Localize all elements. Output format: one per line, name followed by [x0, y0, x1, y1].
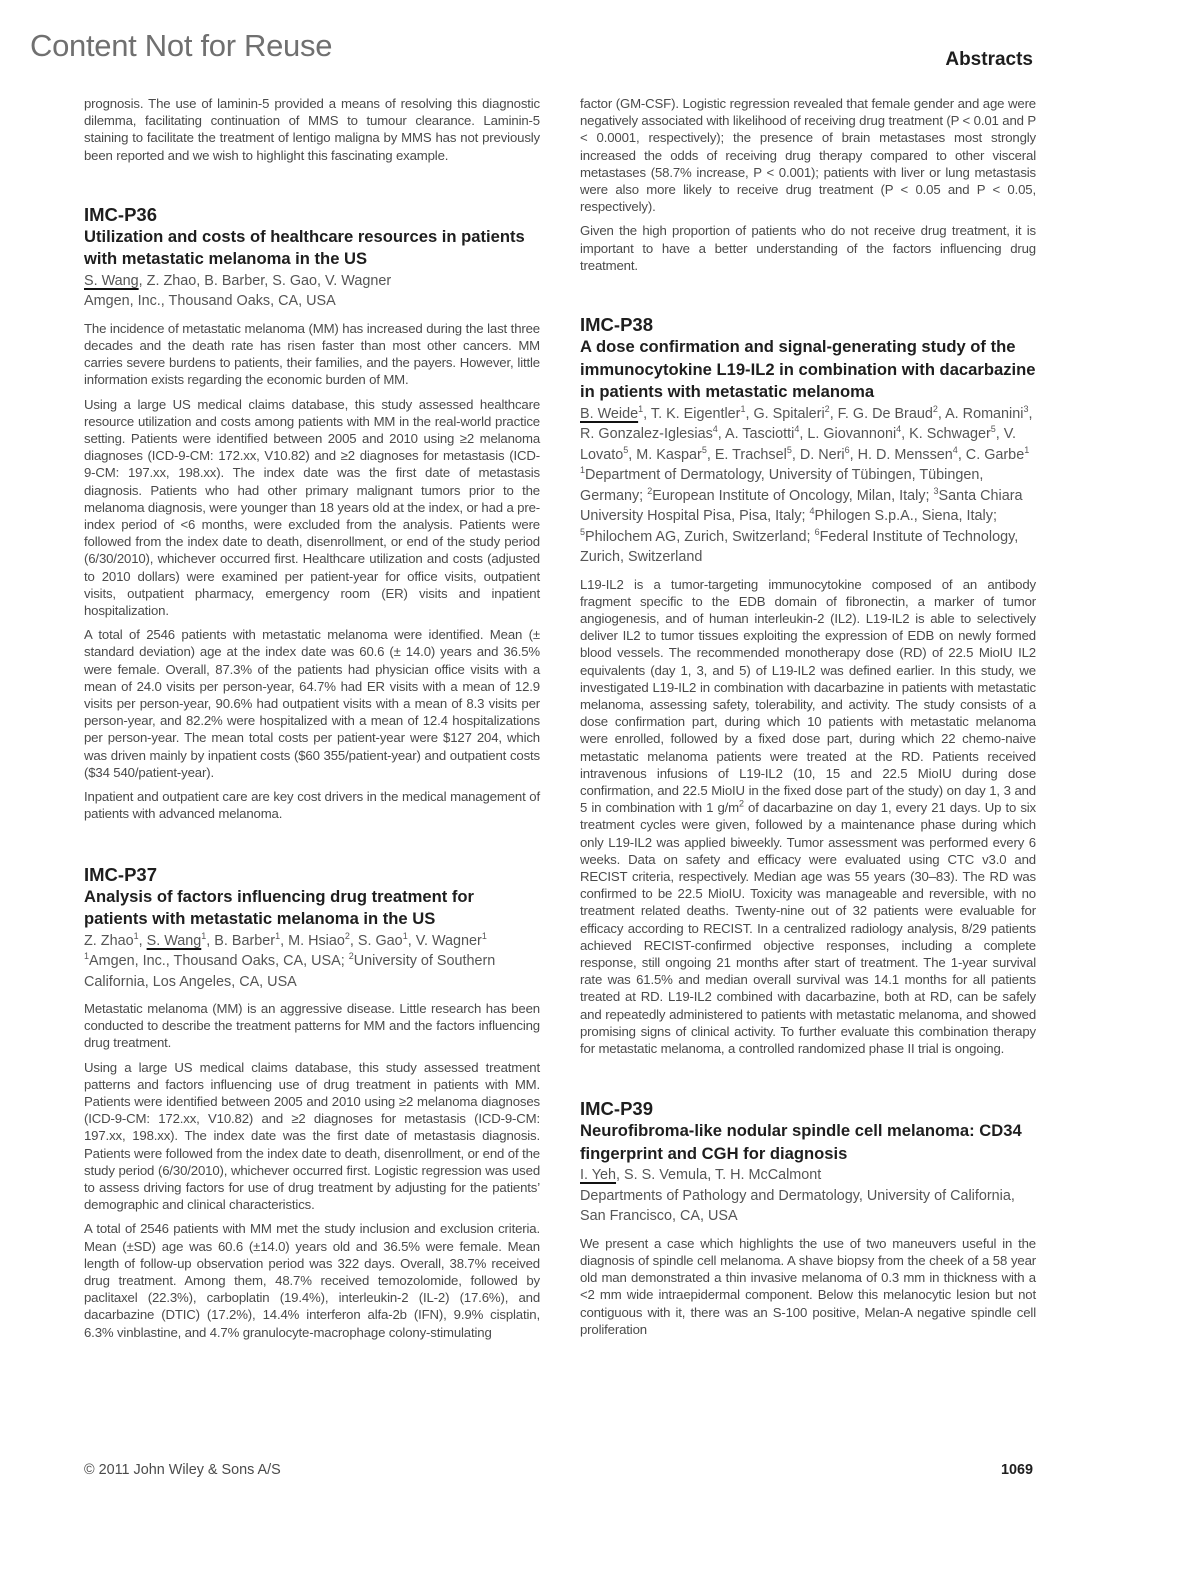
- affiliation-text: Philogen S.p.A., Siena, Italy;: [814, 508, 997, 525]
- author: , T. K. Eigentler: [643, 405, 741, 422]
- affiliation: [580, 465, 1036, 568]
- abstract-title: A dose confirmation and signal-generating study of the immunocytokine L19-IL2 in combination with dacarbazine in patients with metastatic melanoma: [580, 337, 1036, 402]
- author-superscript: 6: [844, 444, 850, 455]
- continuation-paragraph: prognosis. The use of laminin-5 provided a means of resolving this diagnostic dilemma, facilitating continuation of MMS to tumour clearance. Laminin-5 staining to facilitate the treatment of lentigo maligna by MMS has not previously been reported and we wish to highlight this fascinating example.: [84, 96, 540, 163]
- author: , C. Garbe: [957, 446, 1025, 463]
- author: , A. Romanini: [937, 405, 1024, 422]
- affiliation: Departments of Pathology and Dermatology, University of California, San Francisco, CA, USA: [580, 1187, 1015, 1225]
- affiliation-1: Amgen, Inc., Thousand Oaks, CA, USA;: [89, 953, 349, 969]
- author-superscript: 1: [275, 930, 281, 941]
- author-list: [580, 404, 1036, 466]
- abstract-id: IMC-P36: [84, 203, 157, 225]
- other-authors: , Z. Zhao, B. Barber, S. Gao, V. Wagner: [138, 272, 392, 289]
- author: Z. Zhao: [84, 932, 134, 949]
- author-superscript: 1: [1024, 444, 1030, 455]
- other-authors: [206, 930, 487, 949]
- author-superscript: 1: [481, 930, 487, 941]
- abstract-id: IMC-P37: [84, 863, 157, 885]
- author: , H. D. Menssen: [849, 446, 953, 463]
- author-superscript: 4: [952, 444, 958, 455]
- author-superscript: 5: [701, 444, 707, 455]
- abstract-paragraph: Using a large US medical claims database, this study assessed healthcare resource utilization and costs among patients with MM in the real-world practice setting. Patients were identified between 2005 and 2010 using ≥2 melanoma diagnoses (ICD-9-CM: 172.xx, V10.82) and ≥2 diagnoses for metastasis (ICD-9-CM: 197.xx, 198.xx). The index date was the first date of metastasis diagnosis. Patients who had other primary malignant tumors prior to the melanoma diagnosis, were younger than 18 years old at the index, or had a pre-index period of <6 months, were excluded from the analysis. Patients were followed from the index date to death, disenrollment, or end of the study period (6/30/2010), whichever occurred first. Healthcare utilization and costs (adjusted to 2010 dollars) were examined per patient-year for office visits, outpatient visits, outpatient pharmacy, emergency room (ER) visits and inpatient hospitalization.: [84, 396, 541, 619]
- presenting-author: I. Yeh: [580, 1167, 617, 1184]
- presenting-author: B. Weide: [580, 405, 639, 422]
- abstract-title: Analysis of factors influencing drug treatment for patients with metastatic melanoma in the US: [84, 886, 475, 928]
- other-authors: , S. S. Vemula, T. H. McCalmont: [616, 1167, 822, 1184]
- author-superscript: 5: [990, 424, 996, 435]
- abstract-paragraph: A total of 2546 patients with MM met the study inclusion and exclusion criteria. Mean (±SD) age was 60.6 (±14.0) years old and 36.5% were female. Mean length of follow-up observation period was 322 days. Overall, 38.7% received drug treatment. Among them, 48.7% received temozolomide, followed by paclitaxel (22.3%), carboplatin (19.4%), interleukin-2 (IL-2) (17.6%), and dacarbazine (DTIC) (17.2%), 14.4% interferon alfa-2b (IFN), 9.9% cisplatin, 6.3% vinblastine, and 4.7% granulocyte-macrophage colony-stimulating: [84, 1221, 540, 1340]
- abstract-imc-p38: [580, 314, 1036, 1057]
- abstract-imc-p36: [84, 204, 540, 823]
- author: , M. Kaspar: [628, 446, 702, 463]
- affiliation-superscript: 3: [933, 485, 939, 496]
- presenting-author: S. Wang: [146, 932, 202, 949]
- affiliation-superscript: 5: [580, 526, 586, 537]
- affiliation-text: Federal Institute of Technology, Zurich, Switzerland: [580, 528, 1019, 566]
- copyright: © 2011 John Wiley & Sons A/S: [84, 1462, 281, 1478]
- affiliation-superscript: 6: [814, 526, 820, 537]
- author-superscript: 3: [1023, 403, 1029, 414]
- affiliation-superscript: 1: [580, 465, 586, 476]
- author: , F. G. De Braud: [829, 405, 933, 422]
- author: , B. Barber: [206, 932, 276, 949]
- abstract-id: IMC-P38: [580, 314, 653, 336]
- author: , S. Gao: [349, 932, 403, 949]
- author: , A. Tasciotti: [717, 426, 795, 443]
- affiliation-text: Santa Chiara University Hospital Pisa, Pisa, Italy;: [580, 487, 1023, 525]
- affiliation: $^1$Amgen, Inc., Thousand Oaks, CA, USA; $^2$University of Southern California, Los Angeles, CA, USA: [84, 951, 496, 990]
- author: , D. Neri: [791, 446, 845, 463]
- abstract-imc-p39: [580, 1098, 1036, 1338]
- left-column: [84, 95, 540, 1348]
- abstract-paragraph: A total of 2546 patients with metastatic melanoma were identified. Mean (± standard deviation) age at the index date was 60.6 (± 14.0) years and 36.5% were female. Overall, 87.3% of the patients had physician office visits with a mean of 24.0 visits per person-year, 64.7% had ER visits with a mean of 12.9 visits per person-year, 90.6% had outpatient visits with a mean of 8.3 visits per person-year, and 82.2% were hospitalized with a mean of 12.4 hospitalizations per person-year. The mean total costs per patient-year were $127 204, which was driven mainly by inpatient costs ($60 355/patient-year) and outpatient costs ($34 540/patient-year).: [84, 627, 540, 780]
- abstract-imc-p37: [84, 864, 540, 1341]
- author-list: Z. Zhao$^1$, S. Wang$^1$, B. Barber$^1$, M. Hsiao$^2$, S. Gao$^1$, V. Wagner$^1$: [84, 930, 487, 949]
- author: , L. Giovannoni: [799, 426, 897, 443]
- author: , M. Hsiao: [280, 932, 345, 949]
- author-superscript: 4: [712, 424, 718, 435]
- other-authors: [580, 403, 1033, 463]
- author-superscript: 2: [932, 403, 938, 414]
- author-superscript: 5: [786, 444, 792, 455]
- abstract-paragraph: Inpatient and outpatient care are key cost drivers in the medical management of patients with advanced melanoma.: [84, 789, 540, 822]
- author-list: [580, 1165, 1036, 1186]
- author: , E. Trachsel: [706, 446, 787, 463]
- abstract-paragraph: L19-IL2 is a tumor-targeting immunocytokine composed of an antibody fragment specific to the EDB domain of fibronectin, a marker of tumor angiogenesis, and of human interleukin-2 (IL2). L19-IL2 is able to selectively deliver IL2 to tumor tissues exploiting the expression of EDB on newly formed blood vessels. The recommended monotherapy dose (RD) of 22.5 MioIU IL2 equivalents (day 1, 3, and 5) of L19-IL2 was defined earlier. In this study, we investigated L19-IL2 in combination with dacarbazine in patients with metastatic melanoma, assessing safety, tolerability, and activity. The study consists of a dose confirmation part, during which 10 patients with metastatic melanoma were enrolled, followed by a fixed dose part, during which 22 chemo-naive metastatic melanoma patients were treated at the RD. Patients received intravenous infusions of L19-IL2 (10, 15 and 22.5 MioIU during dose confirmation, and 22.5 MioIU in the fixed dose part of the study) on day 1, 3 and 5 in combination with 1 $g/m^2$ of dacarbazine on day 1, every 21 days. Up to six treatment cycles were given, followed by a maintenance phase during which only L19-IL2 was applied biweekly. Tumor assessment was performed every 6 weeks. Data on safety and efficacy were evaluated using CTC v3.0 and RECIST criteria, respectively. Median age was 55 years (30–83). The RD was confirmed to be 22.5 MioIU. Toxicity was manageable and reversible, with no treatment related deaths. Twenty-nine out of 32 patients were evaluable for efficacy according to RECIST. In a centralized radiology analysis, 8/29 patients achieved RECIST-confirmed objective responses, including a complete response, still ongoing 21 months after start of treatment. The 1-year survival rate was 61.5% and median overall survival was 14.1 months for all patients treated at RD. L19-IL2 combined with dacarbazine, both at RD, can be safely and repeatedly administered to patients with metastatic melanoma, and showed promising signs of clinical activity. To further evaluate this combination therapy for metastatic melanoma, a controlled randomized phase II trial is ongoing.: [580, 576, 1036, 1057]
- affiliation-text: Department of Dermatology, University of Tübingen, Tübingen, Germany;: [580, 467, 984, 504]
- section-label: Abstracts: [945, 49, 1033, 70]
- author-superscript: 5: [623, 444, 629, 455]
- abstract-paragraph: Using a large US medical claims database, this study assessed treatment patterns and factors influencing use of drug treatment in patients with MM. Patients were identified between 2005 and 2010 using ≥2 melanoma diagnoses (ICD-9-CM: 172.xx, V10.82) and ≥2 diagnoses for metastasis (ICD-9-CM: 197.xx, 198.xx). The index date was the first date of metastasis diagnosis. Patients were followed from the index date to death, disenrollment, or end of the study period (6/30/2010), whichever occurred first. Logistic regression was used to assess driving factors for use of drug treatment by adjusting for the patients’ demographic and clinical characteristics.: [84, 1059, 540, 1213]
- abstract-paragraph: The incidence of metastatic melanoma (MM) has increased during the last three decades and the death rate has risen faster than most other cancers. MM carries severe burdens to patients, their families, and the payers. However, little information exists regarding the economic burden of MM.: [84, 320, 540, 388]
- continuation-paragraph: factor (GM-CSF). Logistic regression revealed that female gender and age were negatively associated with likelihood of receiving drug treatment (P < 0.01 and P < 0.0001, respectively); the presence of brain metastases most strongly increased the odds of receiving drug therapy compared to other visceral metastases (58.7% increase, P < 0.001); patients with liver or lung metastasis were also more likely to receive drug treatment (P < 0.05 and P < 0.05, respectively).: [580, 96, 1036, 215]
- author-superscript: 2: [344, 930, 350, 941]
- author: , G. Spitaleri: [745, 405, 825, 422]
- affiliation-superscript: 4: [809, 506, 815, 517]
- abstract-paragraph: We present a case which highlights the use of two maneuvers useful in the diagnosis of spindle cell melanoma. A shave biopsy from the cheek of a 58 year old man demonstrated a thin invasive melanoma of 0.3 mm in thickness with a <2 mm wide intraepidermal component. Below this melanocytic lesion but not contiguous with it, there was an S-100 positive, Melan-A negative spindle cell proliferation: [580, 1235, 1036, 1337]
- author-superscript: 4: [896, 424, 902, 435]
- abstract-title: Neurofibroma-like nodular spindle cell melanoma: CD34 fingerprint and CGH for diagnosis: [580, 1121, 1022, 1163]
- author: , K. Schwager: [901, 426, 991, 443]
- affiliation-2: University of Southern California, Los Angeles, CA, USA: [84, 953, 496, 990]
- affiliation: Amgen, Inc., Thousand Oaks, CA, USA: [84, 293, 336, 310]
- page-number: 1069: [1000, 1462, 1033, 1478]
- abstract-paragraph: Metastatic melanoma (MM) is an aggressive disease. Little research has been conducted to describe the treatment patterns for MM and the factors influencing drug treatment.: [84, 1001, 540, 1051]
- author-superscript: 4: [794, 424, 800, 435]
- author-superscript: 1: [402, 930, 408, 941]
- continuation-paragraph: Given the high proportion of patients who do not receive drug treatment, it is important to have a better understanding of the factors influencing drug treatment.: [580, 223, 1036, 273]
- affiliation-text: European Institute of Oncology, Milan, Italy;: [652, 487, 934, 504]
- affiliation-text: Philochem AG, Zurich, Switzerland;: [585, 528, 815, 545]
- presenting-author: S. Wang: [84, 272, 139, 289]
- author-list: [84, 271, 540, 292]
- author-superscript: 2: [824, 403, 830, 414]
- author: , V. Wagner: [407, 932, 482, 949]
- abstract-title: Utilization and costs of healthcare resources in patients with metastatic melanoma in the US: [84, 226, 525, 269]
- author-superscript: 1: [740, 403, 746, 414]
- author: , V. Lovato: [580, 426, 1017, 463]
- author: , R. Gonzalez-Iglesias: [580, 405, 1033, 443]
- abstract-id: IMC-P39: [580, 1098, 653, 1120]
- right-column: [580, 95, 1036, 1345]
- watermark: Content Not for Reuse: [30, 28, 333, 63]
- author-superscript: 1: [638, 403, 644, 414]
- affiliation-superscript: 2: [647, 485, 653, 496]
